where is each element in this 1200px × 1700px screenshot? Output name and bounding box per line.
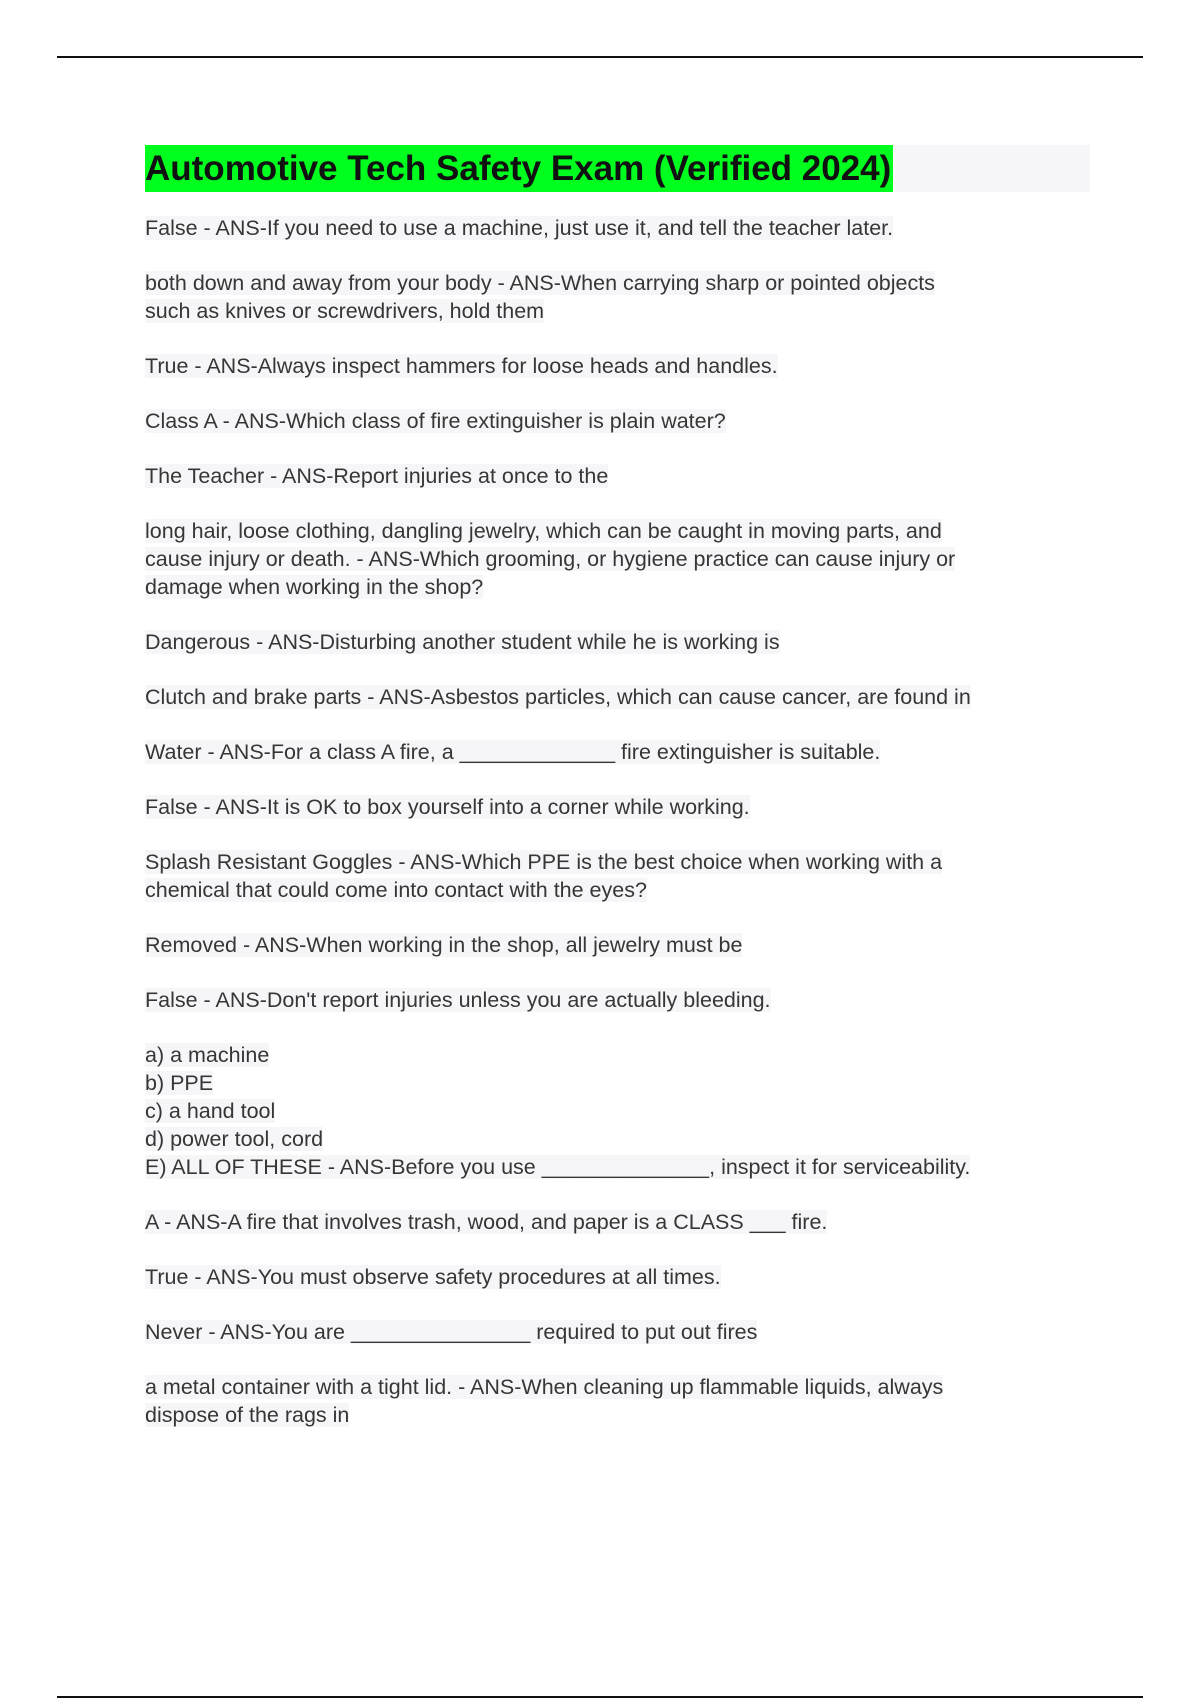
qa-line <box>145 1125 1090 1153</box>
qa-line-text: False - ANS-If you need to use a machine, just use it, and tell the teacher later. <box>145 216 894 240</box>
qa-line-text: Water - ANS-For a class A fire, a _____________ fire extinguisher is suitable. <box>145 740 881 764</box>
qa-entry <box>145 986 1090 1014</box>
qa-line-text: Dangerous - ANS-Disturbing another student while he is working is <box>145 630 780 654</box>
qa-line-text: The Teacher - ANS-Report injuries at once to the <box>145 464 609 488</box>
qa-line <box>145 628 1090 656</box>
qa-line-text: Clutch and brake parts - ANS-Asbestos particles, which can cause cancer, are found in <box>145 685 971 709</box>
qa-line-text: damage when working in the shop? <box>145 575 484 599</box>
qa-line <box>145 462 1090 490</box>
bottom-rule <box>57 1696 1143 1698</box>
qa-entry <box>145 269 1090 325</box>
qa-line <box>145 1069 1090 1097</box>
qa-line <box>145 545 1090 573</box>
exam-document <box>145 145 1090 1456</box>
qa-entry <box>145 1263 1090 1291</box>
qa-entry <box>145 738 1090 766</box>
qa-entry <box>145 683 1090 711</box>
qa-entry <box>145 1041 1090 1181</box>
qa-line <box>145 876 1090 904</box>
qa-line-text: A - ANS-A fire that involves trash, wood, and paper is a CLASS ___ fire. <box>145 1210 828 1234</box>
qa-line <box>145 931 1090 959</box>
qa-entry <box>145 793 1090 821</box>
qa-line-text: c) a hand tool <box>145 1099 276 1123</box>
qa-line-text: chemical that could come into contact with the eyes? <box>145 878 647 902</box>
qa-list <box>145 214 1090 1429</box>
qa-line <box>145 214 1090 242</box>
qa-entry <box>145 407 1090 435</box>
qa-line <box>145 1097 1090 1125</box>
qa-line-text: a metal container with a tight lid. - ANS-When cleaning up flammable liquids, always <box>145 1375 944 1399</box>
qa-line <box>145 1208 1090 1236</box>
qa-entry <box>145 214 1090 242</box>
qa-line <box>145 573 1090 601</box>
qa-entry <box>145 1318 1090 1346</box>
qa-entry <box>145 628 1090 656</box>
qa-line-text: Class A - ANS-Which class of fire extinguisher is plain water? <box>145 409 726 433</box>
qa-line <box>145 297 1090 325</box>
qa-line-text: True - ANS-You must observe safety procedures at all times. <box>145 1265 721 1289</box>
title-row <box>145 145 1090 192</box>
qa-entry <box>145 352 1090 380</box>
qa-line-text: both down and away from your body - ANS-When carrying sharp or pointed objects <box>145 271 935 295</box>
qa-line-text: d) power tool, cord <box>145 1127 324 1151</box>
qa-line <box>145 986 1090 1014</box>
qa-line <box>145 1318 1090 1346</box>
qa-entry <box>145 1373 1090 1429</box>
qa-line <box>145 407 1090 435</box>
qa-line <box>145 1153 1090 1181</box>
qa-line <box>145 1373 1090 1401</box>
qa-entry <box>145 462 1090 490</box>
top-rule <box>57 56 1143 58</box>
qa-line-text: True - ANS-Always inspect hammers for loose heads and handles. <box>145 354 778 378</box>
qa-line <box>145 269 1090 297</box>
qa-line-text: False - ANS-Don't report injuries unless you are actually bleeding. <box>145 988 771 1012</box>
qa-line-text: cause injury or death. - ANS-Which grooming, or hygiene practice can cause injury or <box>145 547 956 571</box>
qa-line-text: long hair, loose clothing, dangling jewelry, which can be caught in moving parts, and <box>145 519 942 543</box>
qa-line <box>145 848 1090 876</box>
qa-entry <box>145 931 1090 959</box>
qa-entry <box>145 517 1090 601</box>
qa-line-text: E) ALL OF THESE - ANS-Before you use ______________, inspect it for serviceability. <box>145 1155 971 1179</box>
qa-line <box>145 517 1090 545</box>
qa-line <box>145 1263 1090 1291</box>
qa-line-text: Never - ANS-You are _______________ required to put out fires <box>145 1320 758 1344</box>
qa-line <box>145 683 1090 711</box>
qa-line-text: a) a machine <box>145 1043 270 1067</box>
qa-entry <box>145 1208 1090 1236</box>
qa-line-text: dispose of the rags in <box>145 1403 350 1427</box>
qa-line-text: Removed - ANS-When working in the shop, all jewelry must be <box>145 933 743 957</box>
qa-line-text: such as knives or screwdrivers, hold them <box>145 299 545 323</box>
qa-line-text: Splash Resistant Goggles - ANS-Which PPE is the best choice when working with a <box>145 850 943 874</box>
qa-line-text: b) PPE <box>145 1071 214 1095</box>
qa-line-text: False - ANS-It is OK to box yourself into a corner while working. <box>145 795 750 819</box>
qa-line <box>145 793 1090 821</box>
qa-entry <box>145 848 1090 904</box>
qa-line <box>145 738 1090 766</box>
qa-line <box>145 352 1090 380</box>
qa-line <box>145 1041 1090 1069</box>
page-title: Automotive Tech Safety Exam (Verified 2024) <box>145 145 893 192</box>
qa-line <box>145 1401 1090 1429</box>
